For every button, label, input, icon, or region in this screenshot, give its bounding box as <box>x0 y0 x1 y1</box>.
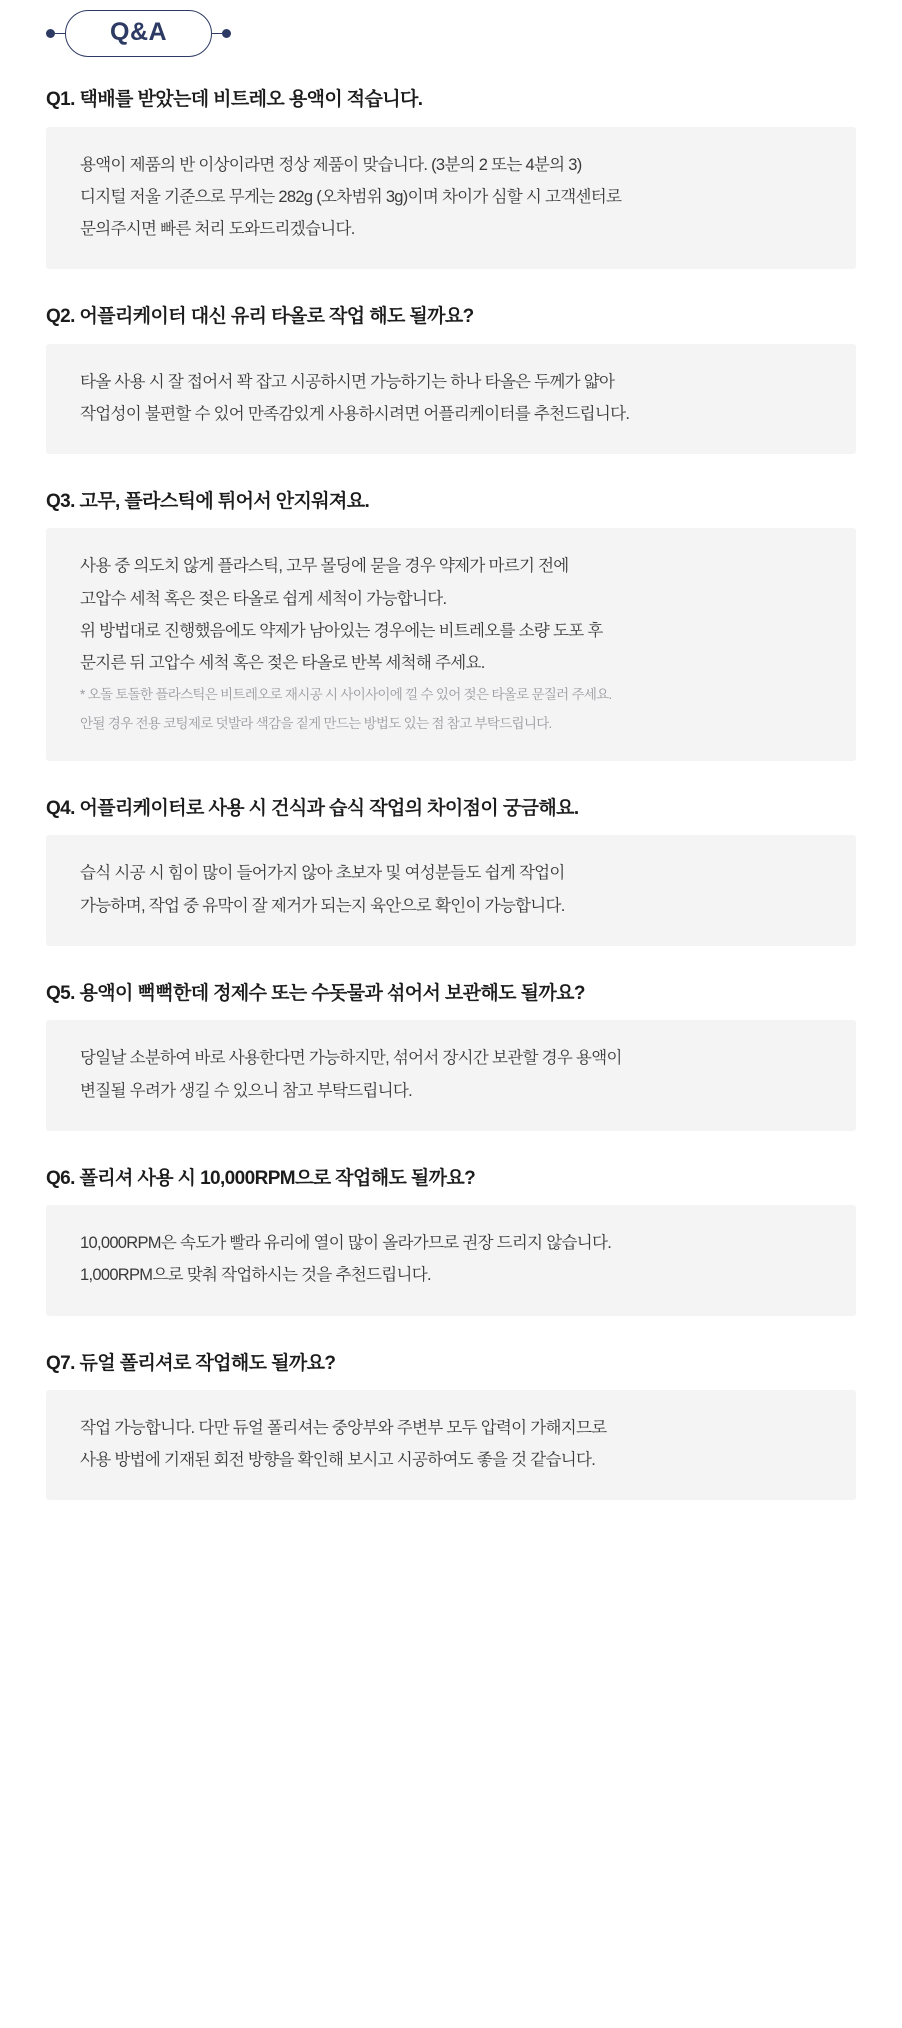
qa-answer-line: 문의주시면 빠른 처리 도와드리겠습니다. <box>80 219 355 238</box>
qa-answer-note: * 오돌 토돌한 플라스틱은 비트레오로 재시공 시 사이사이에 낄 수 있어 젖은 타올로 문질러 주세요. <box>80 687 612 703</box>
qa-question: Q6. 폴리셔 사용 시 10,000RPM으로 작업해도 될까요? <box>46 1167 476 1189</box>
dot-left-icon <box>46 29 55 38</box>
qa-answer-line: 디지털 저울 기준으로 무게는 282g (오차범위 3g)이며 차이가 심할 시 고객센터로 <box>80 187 622 206</box>
qa-answer-note: 안될 경우 전용 코팅제로 덧발라 색감을 짙게 만드는 방법도 있는 점 참고 부탁드립니다. <box>80 716 552 732</box>
qa-answer <box>46 835 856 945</box>
qa-item <box>46 1350 856 1501</box>
qa-answer-line: 위 방법대로 진행했음에도 약제가 남아있는 경우에는 비트레오를 소량 도포 후 <box>80 621 603 640</box>
qa-badge-group <box>46 10 231 57</box>
qa-answer <box>46 528 856 761</box>
qa-answer-line: 작업 가능합니다. 다만 듀얼 폴리셔는 중앙부와 주변부 모두 압력이 가해지므로 <box>80 1419 607 1438</box>
dot-right-connector-icon <box>212 33 222 35</box>
page-title: Q&A <box>65 10 212 57</box>
qa-item <box>46 86 856 269</box>
qa-answer-line: 당일날 소분하여 바로 사용한다면 가능하지만, 섞어서 장시간 보관할 경우 용액이 <box>80 1049 622 1068</box>
qa-answer-line: 사용 방법에 기재된 회전 방향을 확인해 보시고 시공하여도 좋을 것 같습니다. <box>80 1451 596 1470</box>
qa-item <box>46 303 856 454</box>
qa-answer-line: 용액이 제품의 반 이상이라면 정상 제품이 맞습니다. (3분의 2 또는 4분의 3) <box>80 155 582 174</box>
qa-answer-line: 문지른 뒤 고압수 세척 혹은 젖은 타올로 반복 세척해 주세요. <box>80 653 485 672</box>
dot-right-icon <box>222 29 231 38</box>
qa-answer <box>46 1205 856 1315</box>
qa-item <box>46 1165 856 1316</box>
qa-answer <box>46 1390 856 1500</box>
qa-question: Q7. 듀얼 폴리셔로 작업해도 될까요? <box>46 1352 336 1374</box>
qa-answer <box>46 1020 856 1130</box>
qa-answer-line: 가능하며, 작업 중 유막이 잘 제거가 되는지 육안으로 확인이 가능합니다. <box>80 896 565 915</box>
qa-answer-line: 변질될 우려가 생길 수 있으니 참고 부탁드립니다. <box>80 1081 412 1100</box>
qa-answer-line: 작업성이 불편할 수 있어 만족감있게 사용하시려면 어플리케이터를 추천드립니다. <box>80 404 630 423</box>
qa-item <box>46 488 856 761</box>
qa-answer-line: 사용 중 의도치 않게 플라스틱, 고무 몰딩에 묻을 경우 약제가 마르기 전에 <box>80 557 569 576</box>
qa-answer <box>46 127 856 270</box>
qa-question: Q4. 어플리케이터로 사용 시 건식과 습식 작업의 차이점이 궁금해요. <box>46 797 579 819</box>
page-header <box>0 0 902 86</box>
qa-item <box>46 795 856 946</box>
qa-item <box>46 980 856 1131</box>
qa-answer-line: 고압수 세척 혹은 젖은 타올로 쉽게 세척이 가능합니다. <box>80 589 447 608</box>
qa-list <box>0 86 902 1500</box>
qa-answer-line: 습식 시공 시 힘이 많이 들어가지 않아 초보자 및 여성분들도 쉽게 작업이 <box>80 864 565 883</box>
qa-question: Q2. 어플리케이터 대신 유리 타올로 작업 해도 될까요? <box>46 306 474 328</box>
qa-answer-line: 10,000RPM은 속도가 빨라 유리에 열이 많이 올라가므로 권장 드리지 않습니다. <box>80 1234 612 1253</box>
qa-answer-line: 1,000RPM으로 맞춰 작업하시는 것을 추천드립니다. <box>80 1266 431 1285</box>
qa-question: Q3. 고무, 플라스틱에 튀어서 안지워져요. <box>46 490 370 512</box>
qa-question: Q5. 용액이 뻑뻑한데 정제수 또는 수돗물과 섞어서 보관해도 될까요? <box>46 982 585 1004</box>
qa-answer <box>46 344 856 454</box>
qa-answer-line: 타올 사용 시 잘 접어서 꽉 잡고 시공하시면 가능하기는 하나 타올은 두께가 얇아 <box>80 372 615 391</box>
dot-left-connector-icon <box>55 33 65 35</box>
qa-question: Q1. 택배를 받았는데 비트레오 용액이 적습니다. <box>46 89 423 110</box>
